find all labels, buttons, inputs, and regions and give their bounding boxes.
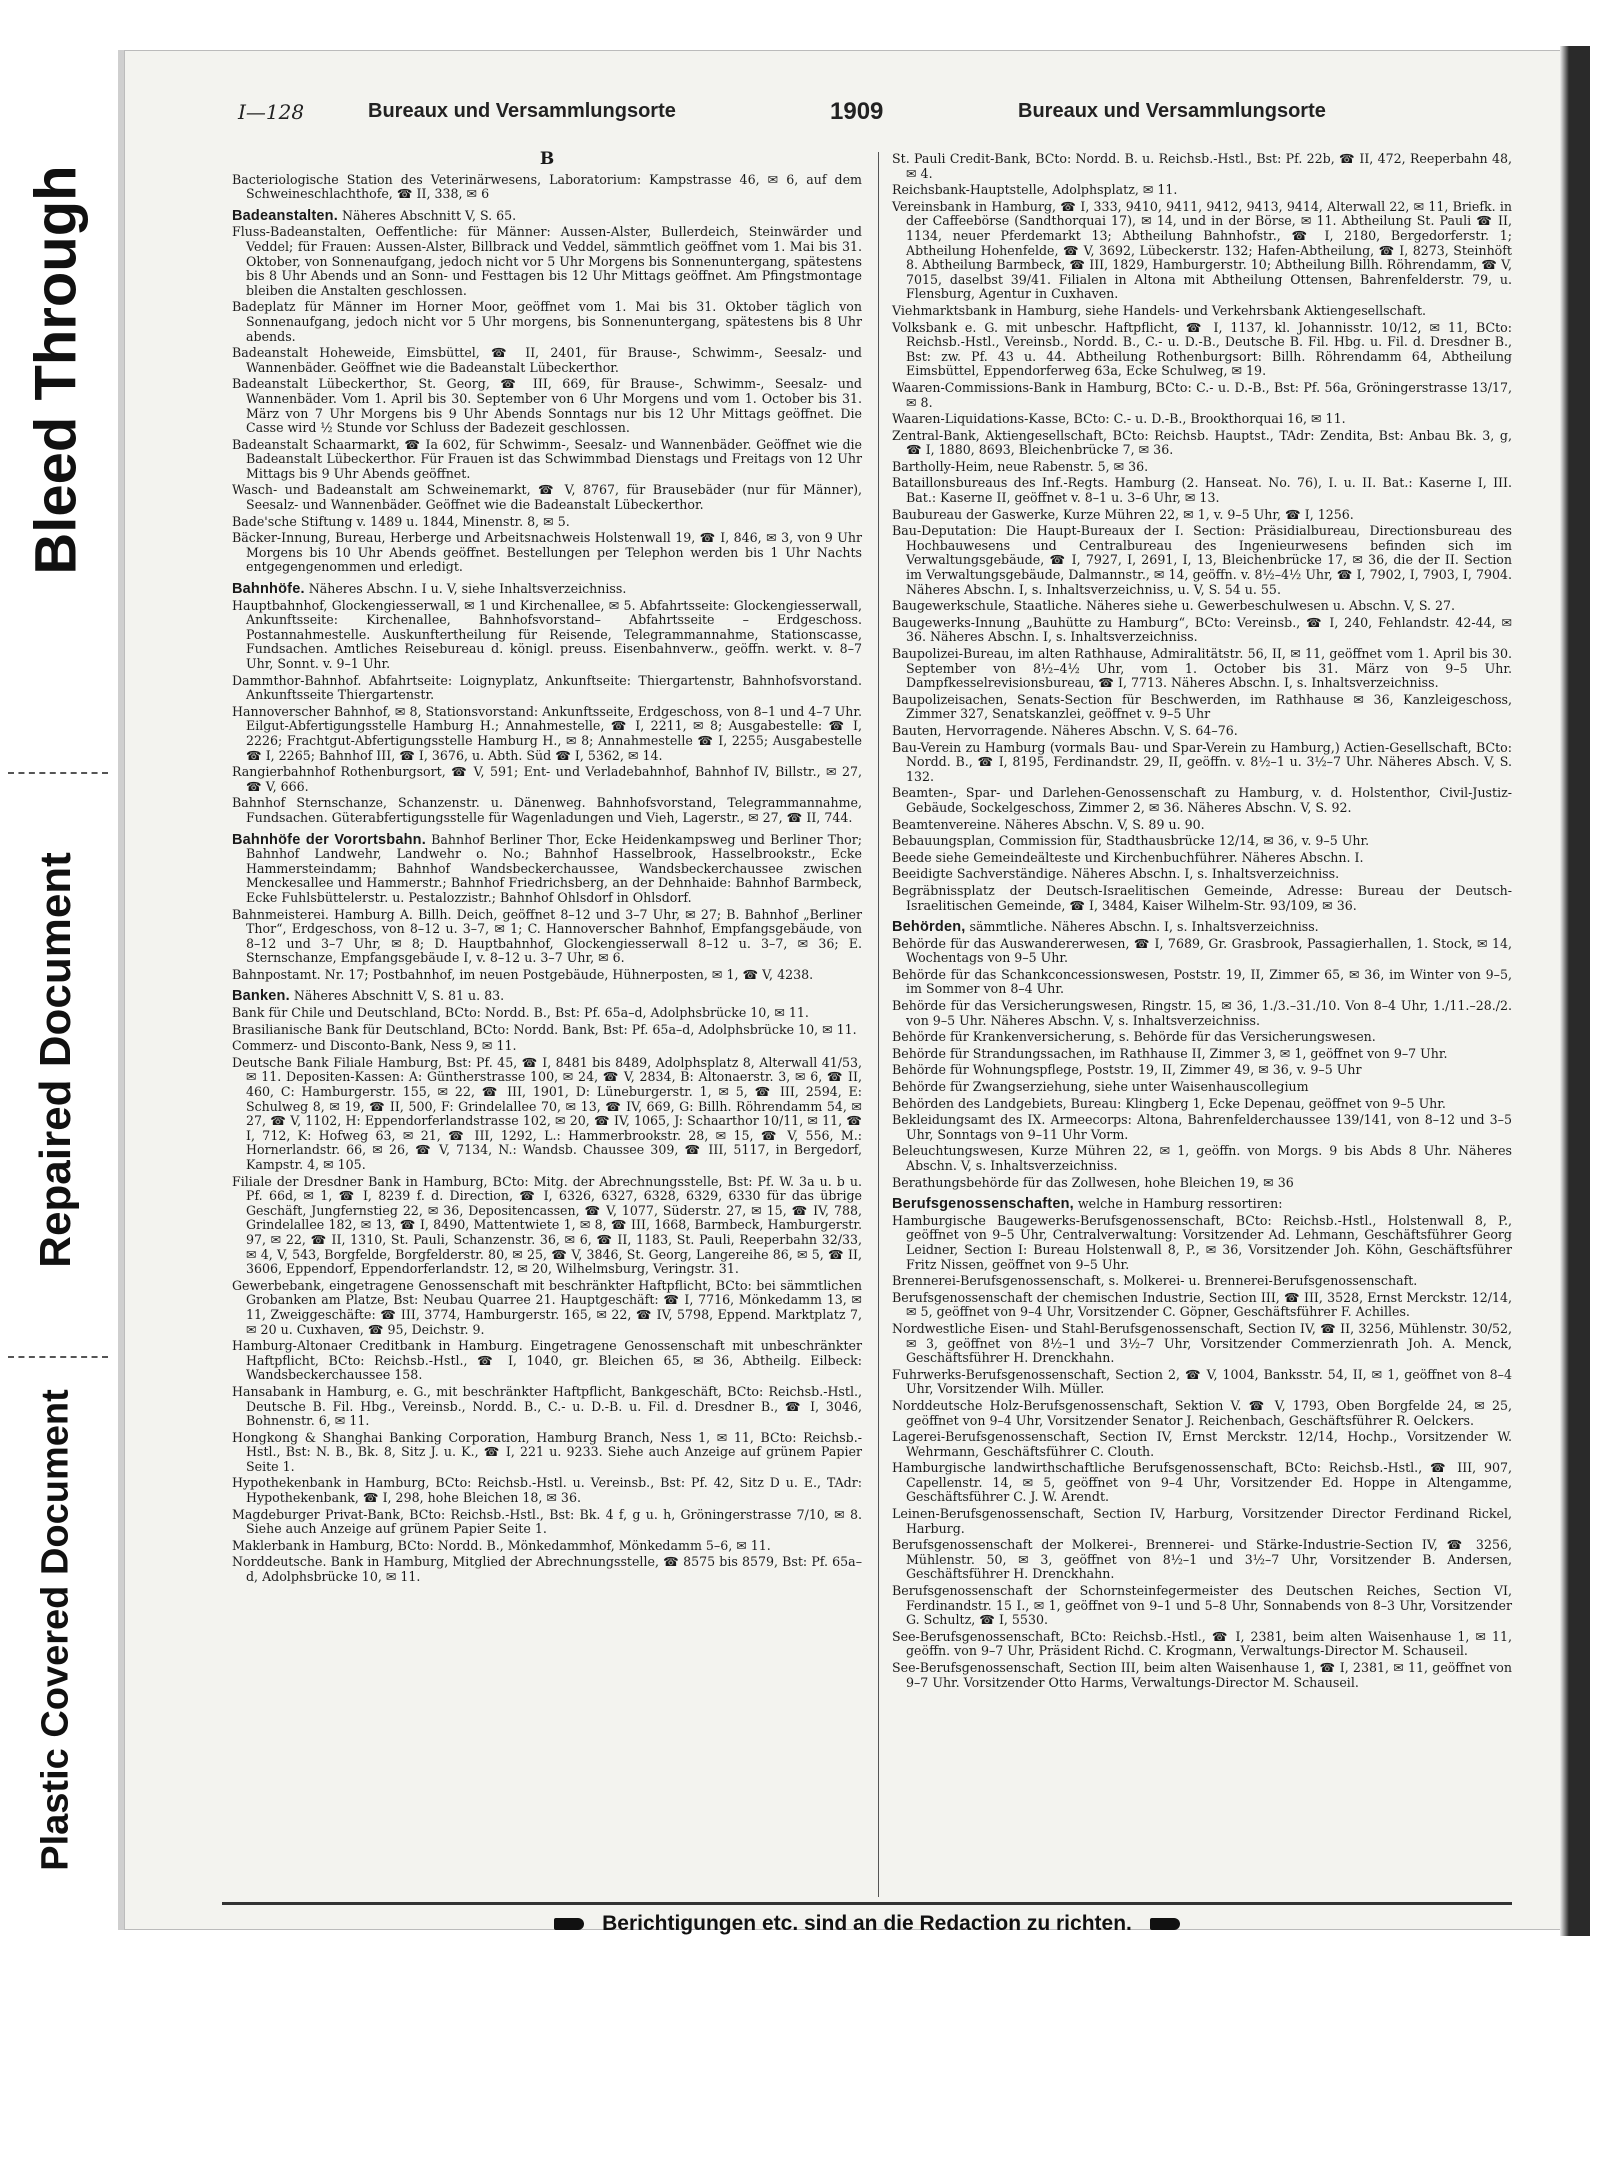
entry-text: Waaren-Liquidations-Kasse, BCto: C.- u. D.-B., Brookthorquai 16, ✉ 11. (892, 411, 1346, 427)
directory-entry (892, 647, 1512, 691)
entry-text: Badeanstalt Hoheweide, Eimsbüttel, ☎ II, 2401, für Brause-, Schwimm-, Seesalz- und Wannenbäder. Geöffnet wie die Badeanstalt Lübeckerthor. (232, 345, 862, 375)
side-label-bleed-through: Bleed Through (23, 165, 89, 575)
footer-note (222, 1912, 1512, 1936)
entry-text: Näheres Abschn. I u. V, siehe Inhaltsverzeichniss. (308, 581, 627, 597)
entry-text: Hansabank in Hamburg, e. G., mit beschränkter Haftpflicht, Bankgeschäft, BCto: Reichsb.-Hstl., Deutsche B. Fil. Hbg., Vereinsb., Nordd. B., C.- u. D.-B. u. Fil. d. Dresdner B., ☎ I, 3046, Bohnenstr. 6, ✉ 11. (232, 1383, 862, 1429)
directory-entry (892, 1368, 1512, 1397)
entry-text: Brennerei-Berufsgenossenschaft, s. Molkerei- u. Brennerei-Berufsgenossenschaft. (892, 1273, 1418, 1289)
entry-text: Rangierbahnhof Rothenburgsort, ☎ V, 591; Ent- und Verladebahnhof, Bahnhof IV, Billstr., ✉ 27, ☎ V, 666. (232, 764, 862, 794)
entry-text: welche in Hamburg ressortiren: (1077, 1196, 1283, 1212)
section-heading: Berufsgenossenschaften, (892, 1196, 1074, 1213)
entry-text: Bahnpostamt. Nr. 17; Postbahnhof, im neuen Postgebäude, Hühnerposten, ✉ 1, ☎ V, 4238. (232, 966, 814, 982)
directory-entry (232, 582, 862, 597)
directory-entry (892, 1661, 1512, 1690)
pointing-hand-icon (554, 1918, 584, 1930)
entry-text: Beeidigte Sachverständige. Näheres Abschn. I, s. Inhaltsverzeichniss. (892, 866, 1340, 882)
entry-text: Baupolizei-Bureau, im alten Rathhause, Admiralitätstr. 56, II, ✉ 11, geöffnet vom 1. April bis 30. September von 8½–4½ Uhr, vom 1. October bis 31. März von 9–5 Uhr. Dampfkesselrevisionsbureau, ☎ I, 7713. Näheres Abschn. I, s. Inhaltsverzeichniss. (892, 646, 1512, 691)
entry-text: Hamburgische Baugewerks-Berufsgenossenschaft, BCto: Reichsb.-Hstl., Holstenwall 8, P., geöffnet von 9–5 Uhr, Centralverwaltung: Vorsitzender Ad. Lehmann, Geschäftsführer Georg Leidner, Section I: Bureau Holstenwall 8, P., ✉ 36, Vorsitzender Joh. Köhn, Geschäftsführer Fritz Nissen, geöffnet von 9–5 Uhr. (892, 1212, 1512, 1272)
directory-entry (892, 508, 1512, 523)
directory-entry (892, 1584, 1512, 1628)
directory-entry (892, 152, 1512, 181)
directory-entry (892, 183, 1512, 198)
entry-text: Baugewerks-Innung „Bauhütte zu Hamburg“, BCto: Vereinsb., ☎ I, 240, Fehlandstr. 42-44, ✉ 36. Näheres Abschn. I, s. Inhaltsverzeichniss. (892, 614, 1512, 645)
entry-text: Baugewerkschule, Staatliche. Näheres siehe u. Gewerbeschulwesen u. Abschn. V, S. 27. (892, 598, 1456, 614)
directory-entry (892, 524, 1512, 597)
running-header (238, 98, 1424, 130)
directory-entry (232, 1431, 862, 1475)
entry-text: Beleuchtungswesen, Kurze Mühren 22, ✉ 1, geöffn. von Morgs. 9 bis Abds 8 Uhr. Näheres Abschn. V, s. Inhaltsverzeichniss. (892, 1143, 1512, 1173)
entry-text: Bahnmeisterei. Hamburg A. Billh. Deich, geöffnet 8–12 und 3–7 Uhr, ✉ 27; B. Bahnhof „Berliner Thor“, Erdgeschoss, von 8–12 u. 3–7, ✉ 1; C. Hannoverscher Bahnhof, Empfangsgebäude, von 8–12 und 3–7 Uhr, ✉ 8; D. Hauptbahnhof, Glockengiesserwall 8–12 u. 3–7, ✉ 36; E. Sternschanze, Empfangsgebäude I, v. 8–12 u. 3–7 Uhr, ✉ 6. (232, 906, 862, 966)
entry-text: Brasilianische Bank für Deutschland, BCto: Nordd. Bank, Bst: Pf. 65a–d, Adolphsbrücke 10, ✉ 11. (232, 1021, 857, 1037)
entry-text: Näheres Abschnitt V, S. 81 u. 83. (293, 988, 505, 1004)
entry-text: Berufsgenossenschaft der Schornsteinfegermeister des Deutschen Reiches, Section VI, Ferdinandstr. 15 I., ✉ 1, geöffnet von 9–1 und 5–8 Uhr, Sonnabends von 8–3 Uhr, Vorsitzender G. Schultz, ☎ I, 5530. (892, 1583, 1512, 1628)
directory-entry (892, 741, 1512, 785)
directory-entry (892, 1538, 1512, 1582)
directory-entry (892, 1113, 1512, 1142)
entry-text: Volksbank e. G. mit unbeschr. Haftpflicht, ☎ I, 1137, kl. Johannisstr. 10/12, ✉ 11, BCto: Reichsb.-Hstl., Vereinsb., Nordd. B., C.- u. D.-B., Deutsche B. Fil. Hbg. u. Fil. d. Dresdner B., Bst: zw. Pf. 43 u. 44. Abtheilung Rothenburgsort: Billh. Röhrendamm 64, Abtheilung Eimsbüttel, Eppendorferweg 63a, Ecke Schulweg, ✉ 19. (892, 319, 1512, 379)
directory-entry (892, 381, 1512, 410)
entry-text: Zentral-Bank, Aktiengesellschaft, BCto: Reichsb. Hauptst., TAdr: Zendita, Bst: Anbau Bk. 3, g, ☎ I, 1880, 8693, Bleichenbrücke 7, ✉ 36. (892, 427, 1512, 458)
directory-entry (892, 1030, 1512, 1045)
entry-text: Hongkong & Shanghai Banking Corporation, Hamburg Branch, Ness 1, ✉ 11, BCto: Reichsb.-Hstl., Bst: N. B., Bk. 8, Sitz J. u. K., ☎ I, 221 u. 9233. Siehe auch Anzeige auf grünem Papier Seite 1. (232, 1429, 862, 1474)
entry-text: Gewerbebank, eingetragene Genossenschaft mit beschränkter Haftpflicht, BCto: bei sämmtlichen Grobanken am Platze, Bst: Neubau Quarree 21. Hauptgeschäft: ☎ I, 7716, Mönkedamm 13, ✉ 11, Zweiggeschäfte: ☎ III, 3774, Hamburgerstr. 165, ✉ 22, ☎ IV, 5798, Eppend. Marktplatz 7, ✉ 20 u. Cuxhaven, ☎ 95, Deichstr. 9. (232, 1277, 862, 1337)
entry-text: Hauptbahnhof, Glockengiesserwall, ✉ 1 und Kirchenallee, ✉ 5. Abfahrtsseite: Glockengiesserwall, Ankunftsseite: Kirchenallee, Bahnhofsvorstand– Abfahrtsseite – Erdgeschoss. Postannahmestelle. Auskunftertheilung für Reisende, Telegrammannahme, Stationscasse, Fundsachen. Amtliches Reisebureau d. königl. preuss. Eisenbahnverw., geöffn. werkt. v. 8–7 Uhr, Sonnt. v. 9–1 Uhr. (232, 597, 862, 671)
directory-entry (232, 300, 862, 344)
entry-text: Dammthor-Bahnhof. Abfahrtseite: Loignyplatz, Ankunftseite: Thiergartenstr, Bahnhofsvorstand. Ankunftsseite Thiergartenstr. (232, 672, 862, 703)
entry-text: Viehmarktsbank in Hamburg, siehe Handels- und Verkehrsbank Aktiengesellschaft. (892, 302, 1427, 318)
directory-entry (232, 705, 862, 763)
entry-text: Magdeburger Privat-Bank, BCto: Reichsb.-Hstl., Bst: Bk. 4 f, g u. h, Gröningerstrasse 7/10, ✉ 8. Siehe auch Anzeige auf grünem Papier Seite 1. (232, 1506, 862, 1537)
directory-entry (892, 693, 1512, 722)
header-year: 1909 (830, 98, 884, 125)
directory-entry (232, 1279, 862, 1337)
directory-entry (892, 937, 1512, 966)
directory-entry (892, 1430, 1512, 1459)
entry-text: Vereinsbank in Hamburg, ☎ I, 333, 9410, 9411, 9412, 9413, 9414, Alterwall 22, ✉ 11, Briefk. in der Caffeebörse (Sandthorquai 17), ✉ 14, und in der Börse, ✉ 11. Abtheilung St. Pauli ☎ II, 1134, neuer Pferdemarkt 13; Abtheilung Bahnhofstr., ☎ I, 2180, Bergedorferstr. 1; Abtheilung Hohenfelde, ☎ V, 3692, Lübeckerstr. 132; Hafen-Abtheilung, ☎ I, 8273, Steinhöft 8. Abtheilung Barmbeck, ☎ III, 1829, Hamburgerstr. 10; Abtheilung Billh. Röhrendamm, ☎ V, 7015, daselbst 39/41. Filialen in Altona mit Abtheilung Ottensen, Bahrenfelderstr. 79, u. Flensburg, Agentur in Cuxhaven. (892, 198, 1512, 302)
directory-entry (892, 884, 1512, 913)
side-labels (0, 0, 112, 1930)
directory-entry (892, 851, 1512, 866)
directory-entry (232, 1339, 862, 1383)
directory-entry (892, 1047, 1512, 1062)
entry-text: sämmtliche. Näheres Abschn. I, s. Inhaltsverzeichniss. (969, 919, 1319, 935)
directory-entry (232, 1056, 862, 1173)
directory-entry (892, 1214, 1512, 1272)
directory-entry (232, 483, 862, 512)
directory-entry (892, 1080, 1512, 1095)
directory-entry (232, 968, 862, 983)
entry-text: Bahnhof Sternschanze, Schanzenstr. u. Dänenweg. Bahnhofsvorstand, Telegrammannahme, Fundsachen. Güterabfertigungsstelle für Wagenladungen und Vieh, Lagerstr., ✉ 27, ☎ II, 744. (232, 795, 862, 825)
directory-entry (892, 412, 1512, 427)
page-number: I—128 (238, 100, 305, 124)
entry-text: Hannoverscher Bahnhof, ✉ 8, Stationsvorstand: Ankunftsseite, Erdgeschoss, von 8–1 und 4–7 Uhr. Eilgut-Abfertigungsstelle Hamburg H.; Annahmestelle, ☎ I, 2211, ✉ 8; Ausgabestelle: ☎ I, 2226; Frachtgut-Abfertigungsstelle Hamburg H., ✉ 8; Annahmestelle ☎ I, 2255; Ausgabestelle ☎ I, 2265; Bahnhof III, ☎ I, 3676, u. Abth. Süd ☎ I, 5362, ✉ 14. (232, 703, 862, 763)
entry-text: Bäcker-Innung, Bureau, Herberge und Arbeitsnachweis Holstenwall 19, ☎ I, 846, ✉ 3, von 9 Uhr Morgens bis 10 Uhr Abends geöffnet. Bestellungen per Telephon werden bis 1 Uhr Nachts entgegengenommen und erledigt. (232, 530, 862, 575)
directory-entry (892, 1399, 1512, 1428)
entry-text: Fuhrwerks-Berufsgenossenschaft, Section 2, ☎ V, 1004, Banksstr. 54, II, ✉ 1, geöffnet von 8–4 Uhr, Vorsitzender Wilh. Müller. (892, 1366, 1512, 1397)
column-divider (878, 152, 879, 1897)
entry-text: Reichsbank-Hauptstelle, Adolphsplatz, ✉ 11. (892, 182, 1178, 198)
entry-text: Näheres Abschnitt V, S. 65. (341, 207, 517, 223)
entry-text: Badeanstalt Lübeckerthor, St. Georg, ☎ III, 669, für Brause-, Schwimm-, Seesalz- und Wannenbäder. Vom 1. April bis 30. September von 6 Uhr Morgens und vom 1. October bis 31. März von 7 Uhr Morgens bis 9 Uhr Abends Sonntags nur bis 12 Uhr Mittags geöffnet. Die Casse wird ½ Stunde vor Schluss der Badezeit geschlossen. (232, 376, 862, 436)
directory-entry (892, 834, 1512, 849)
directory-entry (892, 968, 1512, 997)
entry-text: Behörde für Zwangserziehung, siehe unter Waisenhauscollegium (892, 1079, 1309, 1095)
left-column (232, 149, 862, 1587)
directory-entry (892, 599, 1512, 614)
entry-text: Baupolizeisachen, Senats-Section für Beschwerden, im Rathhause ✉ 36, Kanzleigeschoss, Zimmer 327, Senatskanzlei, geöffnet v. 9–5 Uhr (892, 691, 1512, 722)
entry-text: Hypothekenbank in Hamburg, BCto: Reichsb.-Hstl. u. Vereinsb., Bst: Pf. 42, Sitz D u. E., TAdr: Hypothekenbank, ☎ I, 298, hohe Bleichen 18, ✉ 36. (232, 1475, 862, 1506)
directory-entry (892, 200, 1512, 302)
directory-entry (892, 1063, 1512, 1078)
directory-entry (232, 1476, 862, 1505)
directory-entry (892, 1176, 1512, 1191)
directory-entry (232, 1385, 862, 1429)
entry-text: Bauten, Hervorragende. Näheres Abschn. V, S. 64–76. (892, 722, 1238, 738)
directory-entry (892, 1197, 1512, 1212)
entry-text: Beamtenvereine. Näheres Abschn. V, S. 89 u. 90. (892, 816, 1205, 832)
entry-text: Berufsgenossenschaft der chemischen Industrie, Section III, ☎ III, 3528, Ernst Merckstr. 12/14, ✉ 5, geöffnet von 9–4 Uhr, Vorsitzender C. Göpner, Geschäftsführer F. Achilles. (892, 1289, 1512, 1320)
directory-entry (232, 377, 862, 435)
directory-entry (232, 599, 862, 672)
section-heading: Badeanstalten. (232, 207, 338, 224)
entry-text: See-Berufsgenossenschaft, BCto: Reichsb.-Hstl., ☎ I, 2381, beim alten Waisenhause 1, ✉ 11, geöffn. von 9–7 Uhr, Präsident Richd. C. Krogmann, Verwaltungs-Director M. Schauseil. (892, 1628, 1512, 1659)
entry-text: Commerz- und Disconto-Bank, Ness 9, ✉ 11. (232, 1038, 517, 1054)
section-heading: Banken. (232, 988, 290, 1005)
directory-entry (232, 1006, 862, 1021)
entry-text: Baubureau der Gaswerke, Kurze Mühren 22, ✉ 1, v. 9–5 Uhr, ☎ I, 1256. (892, 506, 1354, 522)
directory-entry (232, 515, 862, 530)
entry-text: Behörde für das Auswandererwesen, ☎ I, 7689, Gr. Grasbrook, Passagierhallen, 1. Stock, ✉ 14, Wochentags von 9–5 Uhr. (892, 935, 1512, 966)
directory-entry (892, 1144, 1512, 1173)
entry-text: Behörde für Krankenversicherung, s. Behörde für das Versicherungswesen. (892, 1029, 1376, 1045)
entry-text: Filiale der Dresdner Bank in Hamburg, BCto: Mitg. der Abrechnungsstelle, Bst: Pf. W. 3a u. b u. Pf. 66d, ✉ 1, ☎ I, 8239 f. d. Direction, ☎ I, 6326, 6327, 6328, 6329, 6330 für das übrige Geschäft, Jungfernstieg 22, ✉ 36, Depositencassen, ☎ V, 1077, Süderstr. 27, ✉ 15, ☎ IV, 788, Grindelallee 182, ✉ 13, ☎ I, 8490, Mattentwiete 1, ✉ 8, ☎ III, 1668, Barmbeck, Hamburgerstr. 97, ✉ 22, ☎ II, 1310, St. Pauli, Schanzenstr. 36, ✉ 6, ☎ II, 1183, St. Pauli, Reeperbahn 32/33, ✉ 4, V, 543, Borgfelde, Borgfelderstr. 80, ✉ 25, ☎ V, 3846, St. Georg, Langereihe 86, ✉ 5, ☎ II, 3606, Eppendorf, Eppendorferlandstr. 12, ✉ 20, Wilhelmsburg, Veringstr. 31. (232, 1173, 862, 1277)
page-edge-shadow (1560, 46, 1590, 1936)
directory-entry (892, 999, 1512, 1028)
entry-text: Berathungsbehörde für das Zollwesen, hohe Bleichen 19, ✉ 36 (892, 1174, 1294, 1190)
directory-entry (892, 818, 1512, 833)
directory-entry (232, 796, 862, 825)
directory-entry (892, 920, 1512, 935)
entry-text: Behörde für Strandungssachen, im Rathhause II, Zimmer 3, ✉ 1, geöffnet von 9–7 Uhr. (892, 1045, 1448, 1061)
entry-text: Bau-Verein zu Hamburg (vormals Bau- und Spar-Verein zu Hamburg,) Actien-Gesellschaft, BCto: Nordd. B., ☎ I, 8195, Ferdinandstr. 29, II, geöffn. v. 8½–1 u. 3½–7 Uhr. Näheres Absch. V, S. 132. (892, 739, 1512, 784)
section-heading: Bahnhöfe. (232, 581, 305, 598)
directory-entry (232, 1539, 862, 1554)
side-separator (8, 772, 108, 774)
entry-text: Fluss-Badeanstalten, Oeffentliche: für Männer: Aussen-Alster, Bullerdeich, Steinwärder und Veddel; für Frauen: Aussen-Alster, Billbrack und Veddel, sämmtlich geöffnet vom 1. Mai bis 31. Oktober, von Sonnenaufgang, jedoch nicht vor 5 Uhr Morgens bis Sonnenuntergang, spätestens bis 8 Uhr Abends und an Sonn- und Festtagen bis 12 Uhr Mittags geöffnet. Am Pfingstmontage bleiben die Anstalten geschlossen. (232, 224, 862, 298)
entry-text: Bacteriologische Station des Veterinärwesens, Laboratorium: Kampstrasse 46, ✉ 6, auf dem Schweineschlachthofe, ☎ II, 338, ✉ 6 (232, 171, 862, 202)
entry-text: Bartholly-Heim, neue Rabenstr. 5, ✉ 36. (892, 458, 1149, 474)
directory-entry (892, 476, 1512, 505)
directory-entry (232, 225, 862, 298)
entry-text: Begräbnissplatz der Deutsch-Israelitischen Gemeinde, Adresse: Bureau der Deutsch-Israelitischen Gemeinde, ☎ I, 3484, Kaiser Wilhelm-Str. 93/109, ✉ 36. (892, 882, 1512, 913)
entry-text: Badeanstalt Schaarmarkt, ☎ Ia 602, für Schwimm-, Seesalz- und Wannenbäder. Geöffnet wie die Badeanstalt Lübeckerthor. Für Frauen ist das Schwimmbad Dienstags und Freitags von 12 Uhr Mittags bis 9 Uhr Abends geöffnet. (232, 436, 862, 481)
directory-entry (232, 1039, 862, 1054)
section-heading: Bahnhöfe der Vorortsbahn. (232, 831, 426, 848)
directory-entry (892, 321, 1512, 379)
directory-entry (232, 209, 862, 224)
directory-entry (232, 908, 862, 966)
directory-entry (892, 1274, 1512, 1289)
entry-text: Bau-Deputation: Die Haupt-Bureaux der I. Section: Präsidialbureau, Directionsbureau des Hochbauwesens und Centralbureau des Ingenieurwesens befinden sich im Verwaltungsgebäude, ☎ I, 7927, I, 2691, I, 13, Bleichenbrücke 17, ✉ 36, die der II. Section im Verwaltungsgebäude, Dalmannstr., ✉ 14, geöffn. v. 8½–4½ Uhr, ☎ I, 7902, I, 7903, I, 7904. Näheres Abschn. I, s. Inhaltsverzeichniss, u. V, S. 54 u. 55. (892, 523, 1512, 597)
entry-text: Bahnhof Berliner Thor, Ecke Heidenkampsweg und Berliner Thor; Bahnhof Landwehr, Landwehr o. No.; Bahnhof Hasselbrook, Hasselbrookstr., Ecke Hammersteindamm; Bahnhof Wandsbeckerchaussee, Wandsbeckerchaussee zwischen Menckesallee und Hammerstr.; Bahnhof Friedrichsberg, an der Dehnhaide: Bahnhof Barmbeck, Ecke Fuhlsbüttelerstr. u. Pestalozzistr.; Bahnhof Ohlsdorf in Ohlsdorf. (246, 831, 862, 905)
directory-entry (892, 724, 1512, 739)
bottom-rule (222, 1902, 1512, 1905)
directory-entry (892, 786, 1512, 815)
directory-entry (892, 1291, 1512, 1320)
directory-entry (892, 1322, 1512, 1366)
directory-entry (232, 1175, 862, 1277)
directory-entry (892, 1630, 1512, 1659)
directory-entry (892, 460, 1512, 475)
directory-entry (232, 531, 862, 575)
entry-text: Deutsche Bank Filiale Hamburg, Bst: Pf. 45, ☎ I, 8481 bis 8489, Adolphsplatz 8, Alterwall 41/53, ✉ 11. Depositen-Kassen: A: Güntherstrasse 100, ✉ 24, ☎ V, 2834, B: Altonaerstr. 3, ✉ 6, ☎ II, 460, C: Hamburgerstr. 155, ✉ 22, ☎ III, 1901, D: Lüneburgerstr. 1, ✉ 5, ☎ III, 2594, E: Schulweg 8, ✉ 19, ☎ II, 500, F: Grindelallee 70, ✉ 13, ☎ IV, 669, G: Billh. Röhrendamm 54, ✉ 27, ☎ V, 1102, H: Eppendorferlandstrasse 102, ✉ 20, ☎ IV, 1065, J: Schaarthor 10/11, ✉ 11, ☎ I, 712, K: Hofweg 63, ✉ 21, ☎ III, 1292, L.: Hammerbrookstr. 28, ✉ 15, ☎ V, 556, M.: Hornerlandstr. 66, ✉ 26, ☎ V, 7134, N.: Wandsb. Chaussee 309, ☎ III, 5117, in Bergedorf, Kampstr. 4, ✉ 105. (232, 1054, 862, 1172)
directory-entry (892, 304, 1512, 319)
directory-entry (232, 833, 862, 906)
pointing-hand-icon (1150, 1918, 1180, 1930)
directory-entry (232, 173, 862, 202)
entry-text: Hamburgische landwirthschaftliche Berufsgenossenschaft, BCto: Reichsb.-Hstl., ☎ III, 907, Capellenstr. 14, ✉ 5, geöffnet von 9–4 Uhr, Vorsitzender Ed. Hoppe in Altengamme, Geschäftsführer C. J. W. Arendt. (892, 1460, 1512, 1505)
directory-entry (232, 1508, 862, 1537)
header-right-title: Bureaux und Versammlungsorte (1018, 100, 1326, 122)
directory-entry (232, 765, 862, 794)
entry-text: Leinen-Berufsgenossenschaft, Section IV, Harburg, Vorsitzender Director Ferdinand Rickel, Harburg. (892, 1506, 1512, 1536)
entry-text: Nordwestliche Eisen- und Stahl-Berufsgenossenschaft, Section IV, ☎ II, 3256, Mühlenstr. 30/52, ✉ 3, geöffnet von 8½–1 und 3½–7 Uhr, Vorsitzender Commerzienrath Joh. A. Menck, Geschäftsführer H. Drenckhahn. (892, 1320, 1512, 1366)
entry-text: Behörden des Landgebiets, Bureau: Klingberg 1, Ecke Depenau, geöffnet von 9–5 Uhr. (892, 1095, 1446, 1111)
directory-entry (892, 867, 1512, 882)
footer-text: Berichtigungen etc. sind an die Redaction zu richten. (602, 1912, 1132, 1935)
entry-text: Behörde für das Schankconcessionswesen, Poststr. 19, II, Zimmer 65, ✉ 36, im Winter von 9–5, im Sommer von 8–4 Uhr. (892, 966, 1512, 997)
entry-text: Lagerei-Berufsgenossenschaft, Section IV, Ernst Merckstr. 12/14, Hochp., Vorsitzender W. Wehrmann, Geschäftsführer C. Clouth. (892, 1429, 1512, 1459)
directory-entry (232, 346, 862, 375)
directory-entry (892, 616, 1512, 645)
entry-text: Bank für Chile und Deutschland, BCto: Nordd. B., Bst: Pf. 65a–d, Adolphsbrücke 10, ✉ 11. (232, 1005, 809, 1021)
entry-text: Badeplatz für Männer im Horner Moor, geöffnet vom 1. Mai bis 31. Oktober täglich von Sonnenaufgang, jedoch nicht vor 5 Uhr morgens, bis Sonnenuntergang, spätestens bis 8 Uhr abends. (232, 299, 862, 344)
directory-entry (232, 989, 862, 1004)
entry-text: Behörde für das Versicherungswesen, Ringstr. 15, ✉ 36, 1./3.–31./10. Von 8–4 Uhr, 1./11.–28./2. von 9–5 Uhr. Näheres Abschn. V, s. Inhaltsverzeichniss. (892, 998, 1512, 1028)
entry-text: Waaren-Commissions-Bank in Hamburg, BCto: C.- u. D.-B., Bst: Pf. 56a, Gröningerstrasse 13/17, ✉ 8. (892, 379, 1512, 410)
directory-entry (232, 1023, 862, 1038)
section-heading: Behörden, (892, 919, 966, 936)
entry-text: Bade'sche Stiftung v. 1489 u. 1844, Minenstr. 8, ✉ 5. (232, 513, 570, 529)
directory-entry (232, 438, 862, 482)
header-left-title: Bureaux und Versammlungsorte (368, 100, 676, 122)
side-label-plastic-covered: Plastic Covered Document (34, 1389, 77, 1871)
entry-text: Bebauungsplan, Commission für, Stadthausbrücke 12/14, ✉ 36, v. 9–5 Uhr. (892, 833, 1370, 849)
entry-text: See-Berufsgenossenschaft, Section III, beim alten Waisenhause 1, ☎ I, 2381, ✉ 11, geöffnet von 9–7 Uhr. Vorsitzender Otto Harms, Verwaltungs-Director M. Schauseil. (892, 1660, 1512, 1690)
entry-text: Hamburg-Altonaer Creditbank in Hamburg. Eingetragene Genossenschaft mit unbeschränkter Haftpflicht, BCto: Reichsb.-Hstl., ☎ I, 1040, gr. Bleichen 65, ✉ 36, Abtheilg. Eilbeck: Wandsbeckerchaussee 158. (232, 1338, 862, 1383)
entry-text: Behörde für Wohnungspflege, Poststr. 19, II, Zimmer 49, ✉ 36, v. 9–5 Uhr (892, 1062, 1362, 1078)
side-separator (8, 1356, 108, 1358)
directory-entry (232, 1555, 862, 1584)
right-column (892, 152, 1512, 1692)
entry-text: Norddeutsche Holz-Berufsgenossenschaft, Sektion V. ☎ V, 1793, Oben Borgfelde 24, ✉ 25, geöffnet von 9–4 Uhr, Vorsitzender Senator J. Reichenbach, Geschäftsführer R. Oelckers. (892, 1397, 1512, 1428)
directory-entry (892, 1461, 1512, 1505)
directory-entry (892, 1097, 1512, 1112)
entry-text: St. Pauli Credit-Bank, BCto: Nordd. B. u. Reichsb.-Hstl., Bst: Pf. 22b, ☎ II, 472, Reeperbahn 48, ✉ 4. (892, 151, 1512, 181)
entry-text: Berufsgenossenschaft der Molkerei-, Brennerei- und Stärke-Industrie-Section IV, ☎ 3256, Mühlenstr. 50, ✉ 3, geöffnet von 8½–1 und 3½–7 Uhr, Vorsitzender B. Andersen, Geschäftsführer H. Drenckhahn. (892, 1537, 1512, 1582)
entry-text: Wasch- und Badeanstalt am Schweinemarkt, ☎ V, 8767, für Brausebäder (nur für Männer), Seesalz- und Wannenbäder. Geöffnet wie die Badeanstalt Lübeckerthor. (232, 482, 862, 513)
entry-text: Beamten-, Spar- und Darlehen-Genossenschaft zu Hamburg, v. d. Holstenthor, Civil-Justiz-Gebäude, Sockelgeschoss, Zimmer 2, ✉ 36. Näheres Abschn. V, S. 92. (892, 785, 1512, 815)
section-letter: B (539, 149, 555, 169)
entry-text: Bataillonsbureaus des Inf.-Regts. Hamburg (2. Hanseat. No. 76), I. u. II. Bat.: Kaserne I, III. Bat.: Kaserne II, geöffnet v. 8–1 u. 3–6 Uhr, ✉ 13. (892, 475, 1512, 506)
entry-text: Maklerbank in Hamburg, BCto: Nordd. B., Mönkedammhof, Mönkedamm 5–6, ✉ 11. (232, 1537, 771, 1553)
entry-text: Beede siehe Gemeindeälteste und Kirchenbuchführer. Näheres Abschn. I. (892, 849, 1364, 865)
directory-entry (892, 1507, 1512, 1536)
entry-text: Bekleidungsamt des IX. Armeecorps: Altona, Bahrenfelderchaussee 139/141, von 8–12 und 3–5 Uhr, Sonntags von 9–11 Uhr Vorm. (892, 1112, 1512, 1142)
side-label-repaired-document: Repaired Document (31, 852, 80, 1268)
entry-text: Norddeutsche. Bank in Hamburg, Mitglied der Abrechnungsstelle, ☎ 8575 bis 8579, Bst: Pf. 65a–d, Adolphsbrücke 10, ✉ 11. (232, 1554, 862, 1585)
directory-entry (892, 429, 1512, 458)
directory-entry (232, 674, 862, 703)
